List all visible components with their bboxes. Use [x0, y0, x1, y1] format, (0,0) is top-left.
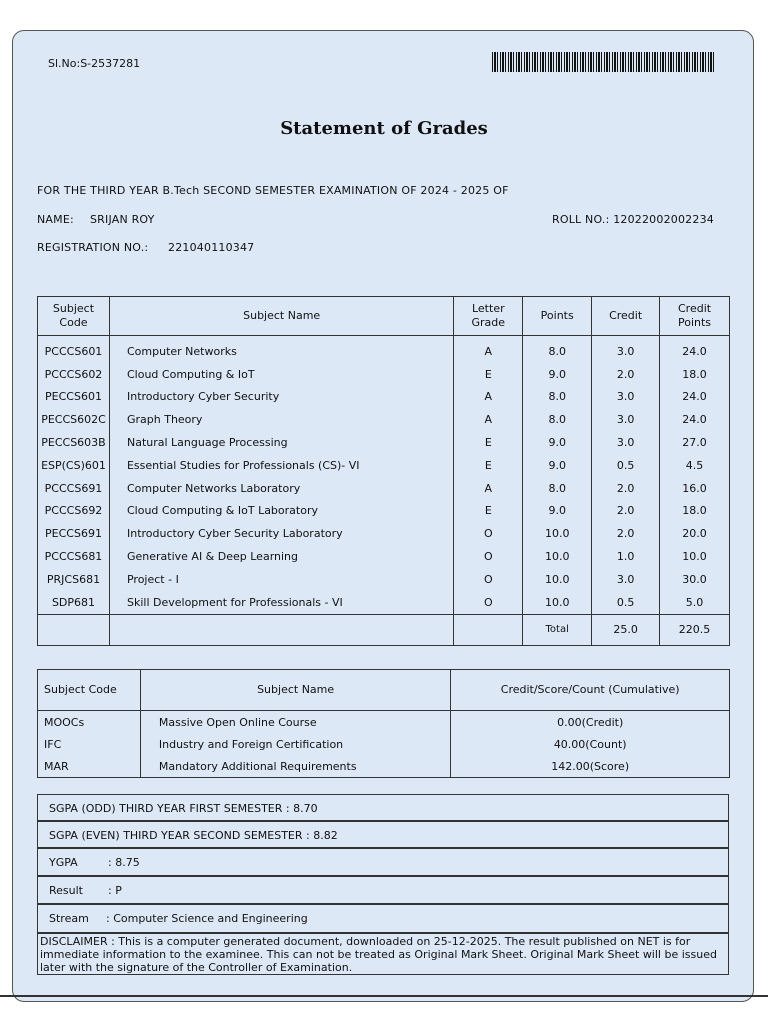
grade-cell-credit-points: 18.0 [660, 363, 730, 386]
grade-cell-credit: 2.0 [592, 500, 660, 523]
grade-cell-credit: 3.0 [592, 336, 660, 363]
grade-row [38, 408, 730, 431]
grade-cell-subject-code: PCCCS692 [38, 500, 110, 523]
header-points: Points [523, 297, 592, 336]
sgpa-even: SGPA (EVEN) THIRD YEAR SECOND SEMESTER : 8.82 [49, 829, 338, 842]
grade-cell-subject-code: PCCCS691 [38, 477, 110, 500]
grade-cell-points: 10.0 [523, 568, 592, 591]
grade-cell-subject-code: PCCCS602 [38, 363, 110, 386]
cum-cell-name: Mandatory Additional Requirements [140, 755, 451, 778]
stream-label: Stream [49, 912, 89, 925]
grade-cell-letter-grade: O [454, 591, 523, 614]
grade-cell-credit: 2.0 [592, 477, 660, 500]
bottom-divider [0, 995, 768, 997]
grade-row [38, 545, 730, 568]
grade-cell-letter-grade: E [454, 454, 523, 477]
grade-cell-letter-grade: A [454, 386, 523, 409]
total-row [38, 614, 730, 645]
grade-cell-credit-points: 24.0 [660, 408, 730, 431]
cum-cell-code: MOOCs [38, 711, 141, 734]
grade-cell-points: 9.0 [523, 363, 592, 386]
cumulative-table [37, 669, 730, 778]
name-label: NAME: [37, 213, 74, 226]
exam-line: FOR THE THIRD YEAR B.Tech SECOND SEMESTER EXAMINATION OF 2024 - 2025 OF [37, 184, 509, 197]
grade-cell-letter-grade: A [454, 336, 523, 363]
document-title: Statement of Grades [280, 118, 488, 139]
grade-cell-credit: 0.5 [592, 591, 660, 614]
total-credit: 25.0 [592, 614, 660, 645]
header-credit-points: Credit Points [660, 297, 730, 336]
grade-cell-subject-name: Introductory Cyber Security [109, 386, 453, 409]
grade-cell-credit-points: 4.5 [660, 454, 730, 477]
name-value: SRIJAN ROY [90, 213, 155, 226]
grade-cell-points: 9.0 [523, 431, 592, 454]
grade-cell-subject-code: PCCCS601 [38, 336, 110, 363]
cumulative-row [38, 733, 730, 755]
cum-cell-code: MAR [38, 755, 141, 778]
grade-cell-credit-points: 24.0 [660, 336, 730, 363]
grade-cell-subject-code: ESP(CS)601 [38, 454, 110, 477]
grades-table [37, 296, 730, 646]
grade-cell-credit: 1.0 [592, 545, 660, 568]
cum-cell-value: 40.00(Count) [451, 733, 730, 755]
ygpa-box [37, 848, 729, 876]
stream-value: : Computer Science and Engineering [106, 912, 308, 925]
grade-cell-subject-code: SDP681 [38, 591, 110, 614]
grade-cell-credit: 3.0 [592, 568, 660, 591]
grade-cell-letter-grade: E [454, 431, 523, 454]
sgpa-odd: SGPA (ODD) THIRD YEAR FIRST SEMESTER : 8.70 [49, 802, 318, 815]
serial-number: Sl.No:S-2537281 [48, 57, 141, 70]
grade-row [38, 454, 730, 477]
grade-cell-points: 8.0 [523, 386, 592, 409]
grade-cell-points: 9.0 [523, 454, 592, 477]
grade-cell-points: 10.0 [523, 591, 592, 614]
grade-row [38, 336, 730, 363]
sgpa-odd-box [37, 794, 729, 821]
disclaimer: DISCLAIMER : This is a computer generated document, downloaded on 25-12-2025. The result published on NET is for immediate information to the examinee. This can not be treated as Original Mark Sheet. Original Mark Sheet will be issued later with the signature of the Controller of Examination. [37, 933, 729, 975]
grade-cell-letter-grade: O [454, 522, 523, 545]
grade-cell-letter-grade: E [454, 363, 523, 386]
total-label: Total [523, 614, 592, 645]
cum-cell-name: Massive Open Online Course [140, 711, 451, 734]
stream-box [37, 904, 729, 933]
grade-cell-subject-code: PECCS601 [38, 386, 110, 409]
result-value: : P [108, 884, 122, 897]
grade-row [38, 522, 730, 545]
grade-row [38, 500, 730, 523]
grade-cell-credit-points: 24.0 [660, 386, 730, 409]
total-empty-cell [109, 614, 453, 645]
grade-row [38, 363, 730, 386]
grade-cell-subject-code: PECCS603B [38, 431, 110, 454]
grade-cell-credit-points: 30.0 [660, 568, 730, 591]
cum-cell-value: 0.00(Credit) [451, 711, 730, 734]
grades-header-row [38, 297, 730, 336]
grade-cell-credit-points: 16.0 [660, 477, 730, 500]
grade-cell-points: 10.0 [523, 522, 592, 545]
grade-cell-subject-name: Computer Networks Laboratory [109, 477, 453, 500]
grade-cell-subject-name: Graph Theory [109, 408, 453, 431]
cumulative-header-row [38, 670, 730, 711]
roll-number: ROLL NO.: 12022002002234 [552, 213, 714, 226]
grade-cell-credit: 3.0 [592, 431, 660, 454]
grade-cell-credit-points: 20.0 [660, 522, 730, 545]
header-subject-name: Subject Name [109, 297, 453, 336]
header-letter-grade: Letter Grade [454, 297, 523, 336]
ygpa-label: YGPA [49, 856, 78, 869]
registration-value: 221040110347 [168, 241, 255, 254]
cum-cell-name: Industry and Foreign Certification [140, 733, 451, 755]
grade-cell-subject-name: Natural Language Processing [109, 431, 453, 454]
grade-cell-credit-points: 10.0 [660, 545, 730, 568]
cum-header-value: Credit/Score/Count (Cumulative) [451, 670, 730, 711]
grade-cell-credit: 3.0 [592, 408, 660, 431]
total-empty-cell [38, 614, 110, 645]
cumulative-row [38, 755, 730, 778]
grade-row [38, 431, 730, 454]
cum-cell-code: IFC [38, 733, 141, 755]
header-credit: Credit [592, 297, 660, 336]
registration-label: REGISTRATION NO.: [37, 241, 149, 254]
grade-cell-subject-name: Cloud Computing & IoT [109, 363, 453, 386]
result-box [37, 876, 729, 904]
grade-row [38, 591, 730, 614]
grade-cell-points: 8.0 [523, 336, 592, 363]
barcode-image [492, 52, 716, 72]
header-subject-code: Subject Code [38, 297, 110, 336]
grade-cell-subject-name: Introductory Cyber Security Laboratory [109, 522, 453, 545]
grade-cell-points: 8.0 [523, 477, 592, 500]
grade-cell-letter-grade: E [454, 500, 523, 523]
top-band [0, 0, 768, 30]
grade-cell-subject-name: Computer Networks [109, 336, 453, 363]
grade-cell-letter-grade: A [454, 408, 523, 431]
total-empty-cell [454, 614, 523, 645]
grade-cell-subject-code: PCCCS681 [38, 545, 110, 568]
grade-cell-credit: 3.0 [592, 386, 660, 409]
grade-cell-credit: 0.5 [592, 454, 660, 477]
grade-cell-letter-grade: A [454, 477, 523, 500]
grade-cell-subject-name: Skill Development for Professionals - VI [109, 591, 453, 614]
sgpa-even-box [37, 821, 729, 848]
grade-cell-credit-points: 18.0 [660, 500, 730, 523]
grade-cell-credit-points: 5.0 [660, 591, 730, 614]
grade-cell-subject-name: Cloud Computing & IoT Laboratory [109, 500, 453, 523]
grade-cell-subject-name: Generative AI & Deep Learning [109, 545, 453, 568]
grade-cell-credit: 2.0 [592, 363, 660, 386]
grade-cell-points: 9.0 [523, 500, 592, 523]
grade-cell-subject-code: PRJCS681 [38, 568, 110, 591]
grade-cell-credit-points: 27.0 [660, 431, 730, 454]
grade-cell-subject-name: Essential Studies for Professionals (CS)- VI [109, 454, 453, 477]
grade-cell-subject-code: PECCS691 [38, 522, 110, 545]
grade-cell-letter-grade: O [454, 545, 523, 568]
grade-row [38, 386, 730, 409]
cumulative-row [38, 711, 730, 734]
cum-cell-value: 142.00(Score) [451, 755, 730, 778]
total-points: 220.5 [660, 614, 730, 645]
grade-cell-subject-code: PECCS602C [38, 408, 110, 431]
ygpa-value: : 8.75 [108, 856, 140, 869]
grade-cell-subject-name: Project - I [109, 568, 453, 591]
cum-header-name: Subject Name [140, 670, 451, 711]
grade-row [38, 568, 730, 591]
grade-cell-letter-grade: O [454, 568, 523, 591]
result-label: Result [49, 884, 83, 897]
grade-row [38, 477, 730, 500]
cum-header-code: Subject Code [38, 670, 141, 711]
grade-cell-credit: 2.0 [592, 522, 660, 545]
grade-cell-points: 8.0 [523, 408, 592, 431]
grade-cell-points: 10.0 [523, 545, 592, 568]
